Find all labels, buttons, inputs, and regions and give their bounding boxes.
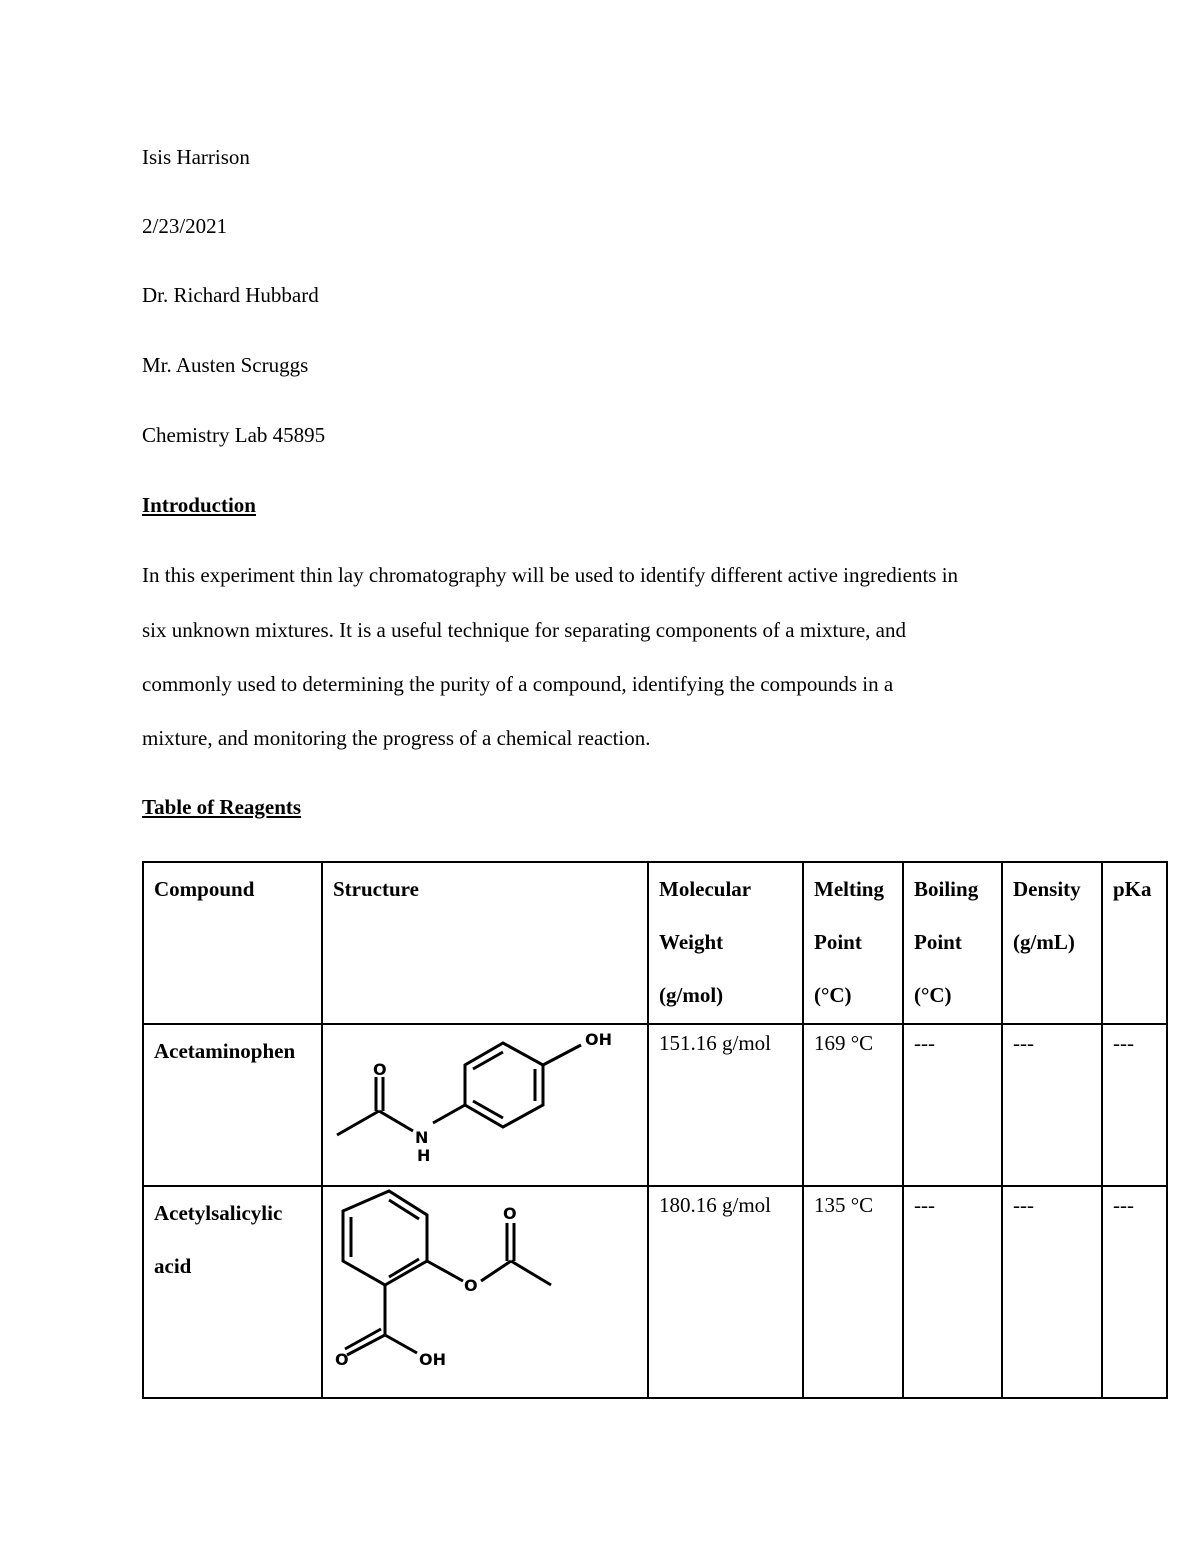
- table-header-row: [143, 862, 1167, 1024]
- column-header-structure: Structure: [322, 862, 648, 1024]
- intro-line-3: commonly used to determining the purity of a compound, identifying the compounds in a: [142, 672, 894, 696]
- document-date: 2/23/2021: [142, 214, 228, 238]
- instructor-2: Mr. Austen Scruggs: [142, 353, 309, 377]
- aspirin-structure-icon: [323, 1187, 649, 1397]
- reagents-table: [142, 861, 1168, 1399]
- introduction-heading: Introduction: [142, 493, 256, 517]
- hydrogen-label: H: [417, 1146, 431, 1165]
- ester-oxygen-label: O: [464, 1276, 478, 1295]
- hydroxyl-label: OH: [419, 1350, 446, 1369]
- structure-cell: [322, 1024, 648, 1186]
- column-header-melting-point: Melting Point (°C): [803, 862, 903, 1024]
- column-header-boiling-point: Boiling Point (°C): [903, 862, 1002, 1024]
- boiling-point-value: ---: [903, 1024, 1002, 1186]
- molecular-weight-value: 180.16 g/mol: [648, 1186, 803, 1398]
- acetaminophen-structure-icon: [323, 1025, 649, 1185]
- author-name: Isis Harrison: [142, 145, 250, 169]
- structure-cell: [322, 1186, 648, 1398]
- boiling-point-value: ---: [903, 1186, 1002, 1398]
- column-header-pka: pKa: [1102, 862, 1167, 1024]
- acid-oxygen-label: O: [335, 1350, 349, 1369]
- pka-value: ---: [1102, 1024, 1167, 1186]
- compound-name: Acetaminophen: [143, 1024, 322, 1186]
- melting-point-value: 135 °C: [803, 1186, 903, 1398]
- table-row: [143, 1024, 1167, 1186]
- oxygen-label: O: [373, 1060, 387, 1079]
- intro-line-2: six unknown mixtures. It is a useful technique for separating components of a mixture, and: [142, 618, 906, 642]
- table-row: [143, 1186, 1167, 1398]
- intro-line-1: In this experiment thin lay chromatography will be used to identify different active ingredients in: [142, 563, 959, 587]
- density-value: ---: [1002, 1186, 1102, 1398]
- carbonyl-oxygen-label: O: [503, 1204, 517, 1223]
- course-name: Chemistry Lab 45895: [142, 423, 326, 447]
- column-header-density: Density (g/mL): [1002, 862, 1102, 1024]
- melting-point-value: 169 °C: [803, 1024, 903, 1186]
- hydroxyl-label: OH: [585, 1030, 612, 1049]
- molecular-weight-value: 151.16 g/mol: [648, 1024, 803, 1186]
- column-header-molecular-weight: Molecular Weight (g/mol): [648, 862, 803, 1024]
- density-value: ---: [1002, 1024, 1102, 1186]
- instructor-1: Dr. Richard Hubbard: [142, 283, 319, 307]
- nitrogen-label: N: [415, 1128, 429, 1147]
- intro-line-4: mixture, and monitoring the progress of a chemical reaction.: [142, 726, 651, 750]
- column-header-compound: Compound: [143, 862, 322, 1024]
- compound-name: Acetylsalicylic acid: [143, 1186, 322, 1398]
- reagents-heading: Table of Reagents: [142, 795, 302, 819]
- pka-value: ---: [1102, 1186, 1167, 1398]
